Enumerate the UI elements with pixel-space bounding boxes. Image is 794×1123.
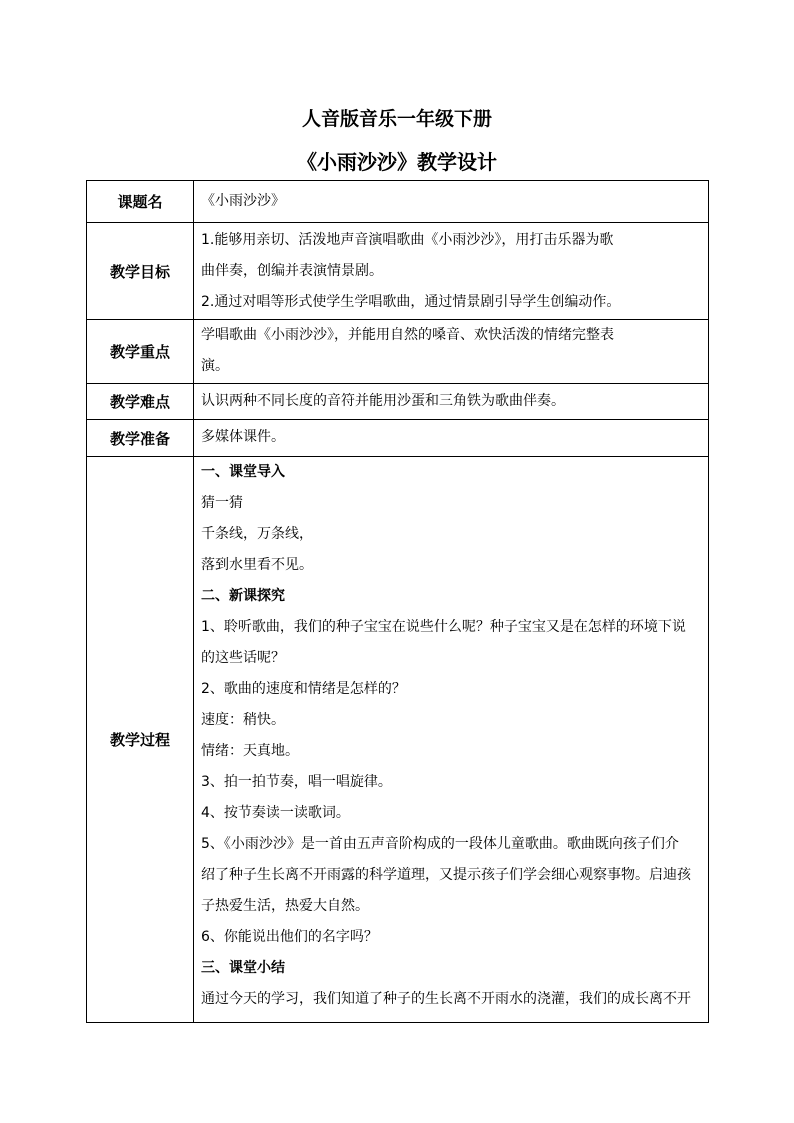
table-row-difficulties [87,384,709,420]
content-line: 子热爱生活，热爱大自然。 [201,898,369,914]
lesson-plan-table [86,180,709,1023]
content-line: 情绪：天真地。 [201,743,299,759]
content-line: 6、你能说出他们的名字吗？ [201,929,378,945]
content-line: 通过今天的学习，我们知道了种子的生长离不开雨水的浇灌，我们的成长离不开 [201,991,691,1007]
table-row-topic [87,181,709,223]
section-heading-intro: 一、课堂导入 [201,464,285,480]
content-line: 千条线，万条线， [201,526,313,542]
content-line: 猜一猜 [201,495,243,511]
row-content-topic [194,181,709,223]
row-content-preparation [194,420,709,457]
content-line: 落到水里看不见。 [201,557,313,573]
table-row-preparation [87,420,709,457]
document-title: 人音版音乐一年级下册 [301,108,492,130]
content-line: 认识两种不同长度的音符并能用沙蛋和三角铁为歌曲伴奏。 [201,393,565,409]
content-line: 4、按节奏读一读歌词。 [201,805,350,821]
row-content-process [194,457,709,1023]
content-line: 曲伴奏，创编并表演情景剧。 [201,263,383,279]
content-line: 的这些话呢？ [201,650,285,666]
table-row-key-points [87,320,709,384]
document-subtitle: 《小雨沙沙》教学设计 [297,150,497,174]
content-line: 《小雨沙沙》 [201,193,285,209]
content-line: 1.能够用亲切、活泼地声音演唱歌曲《小雨沙沙》，用打击乐器为歌 [201,232,614,248]
content-line: 演。 [201,358,229,374]
content-line: 3、拍一拍节奏，唱一唱旋律。 [201,774,392,790]
row-label-key-points: 教学重点 [87,320,194,384]
content-line: 2、歌曲的速度和情绪是怎样的？ [201,681,406,697]
table-row-objectives [87,223,709,320]
content-line: 绍了种子生长离不开雨露的科学道理，又提示孩子们学会细心观察事物。启迪孩 [201,867,691,883]
section-heading-explore: 二、新课探究 [201,588,285,604]
section-heading-summary: 三、课堂小结 [201,960,285,976]
content-line: 1、聆听歌曲，我们的种子宝宝在说些什么呢？种子宝宝又是在怎样的环境下说 [201,619,686,635]
content-line: 多媒体课件。 [201,429,285,445]
row-content-objectives [194,223,709,320]
content-line: 5、《小雨沙沙》是一首由五声音阶构成的一段体儿童歌曲。歌曲既向孩子们介 [201,836,679,852]
content-line: 学唱歌曲《小雨沙沙》，并能用自然的嗓音、欢快活泼的情绪完整表 [201,327,614,343]
content-line: 2.通过对唱等形式使学生学唱歌曲，通过情景剧引导学生创编动作。 [201,294,621,310]
row-content-difficulties [194,384,709,420]
row-label-topic: 课题名 [87,181,194,223]
row-label-difficulties: 教学难点 [87,384,194,420]
row-label-preparation: 教学准备 [87,420,194,457]
row-content-key-points [194,320,709,384]
row-label-process: 教学过程 [87,457,194,1023]
row-label-objectives: 教学目标 [87,223,194,320]
content-line: 速度：稍快。 [201,712,285,728]
table-row-process [87,457,709,1023]
